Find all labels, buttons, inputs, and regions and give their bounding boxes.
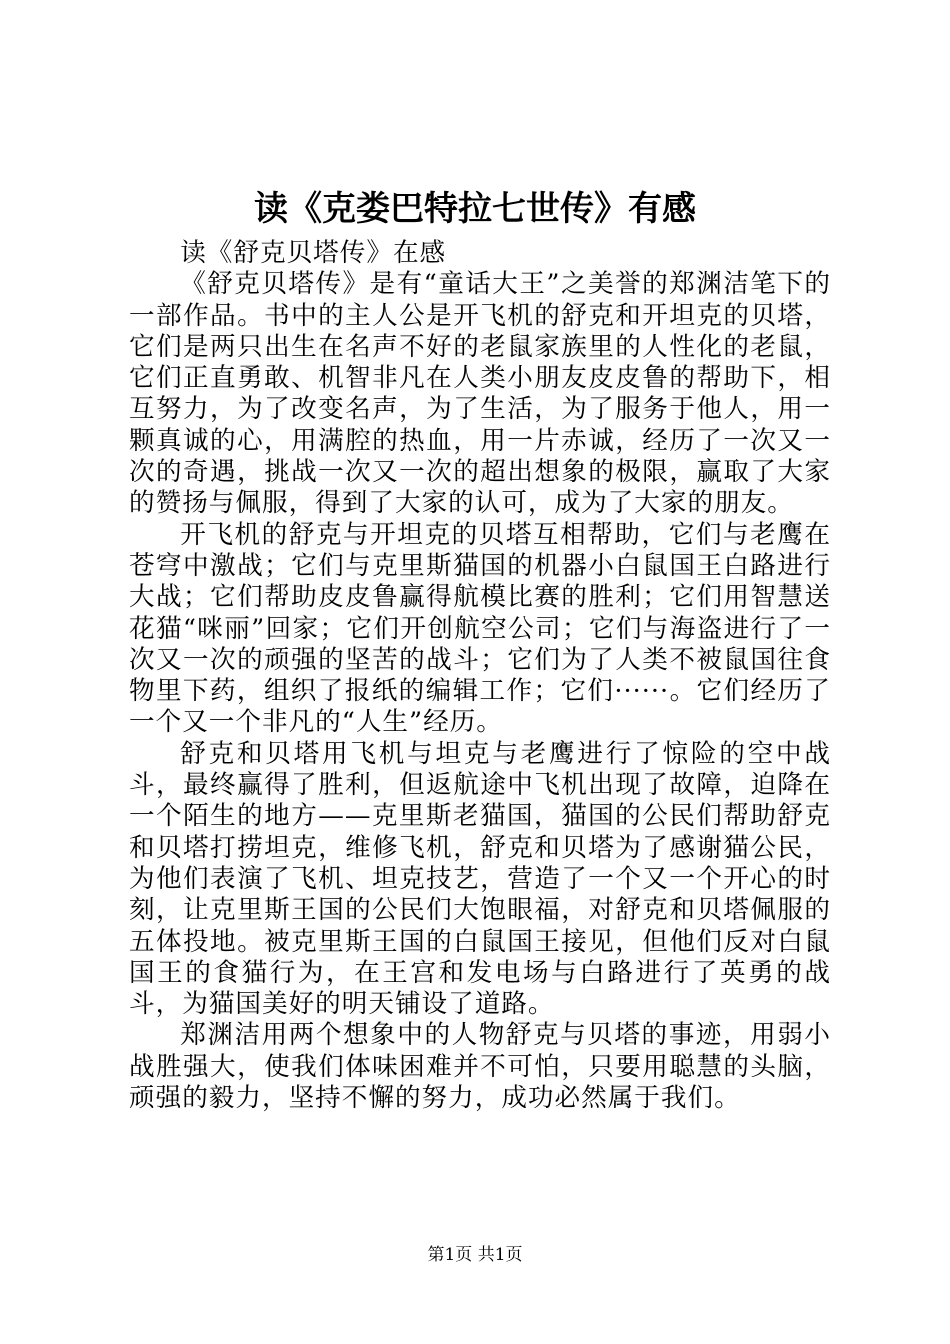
paragraph-intro: 《舒克贝塔传》是有“童话大王”之美誉的郑渊洁笔下的一部作品。书中的主人公是开飞机的舒克和开坦克的贝塔，它们是两只出生在名声不好的老鼠家族里的人性化的老鼠，它们正直勇敢、机智非凡在人类小朋友皮皮鲁的帮助下，相互努力，为了改变名声，为了生活，为了服务于他人，用一颗真诚的心，用满腔的热血，用一片赤诚，经历了一次又一次的奇遇，挑战一次又一次的超出想象的极限，赢取了大家的赞扬与佩服，得到了大家的认可，成为了大家的朋友。 [129, 269, 831, 519]
paragraph-conclusion: 郑渊洁用两个想象中的人物舒克与贝塔的事迹，用弱小战胜强大，使我们体味困难并不可怕，只要用聪慧的头脑，顽强的毅力，坚持不懈的努力，成功必然属于我们。 [129, 1020, 831, 1114]
page-title: 读《克娄巴特拉七世传》有感 [254, 189, 696, 229]
page-number-footer: 第1页 共1页 [427, 1245, 523, 1265]
paragraph-adventures: 开飞机的舒克与开坦克的贝塔互相帮助，它们与老鹰在苍穹中激战；它们与克里斯猫国的机器小白鼠国王白路进行大战；它们帮助皮皮鲁赢得航模比赛的胜利；它们用智慧送花猫“咪丽”回家；它们开创航空公司；它们与海盗进行了一次又一次的顽强的坚苦的战斗；它们为了人类不被鼠国往食物里下药，组织了报纸的编辑工作；它们······。它们经历了一个又一个非凡的“人生”经历。 [129, 519, 831, 738]
document-body [129, 238, 831, 1114]
paragraph-cat-kingdom: 舒克和贝塔用飞机与坦克与老鹰进行了惊险的空中战斗，最终赢得了胜利，但返航途中飞机出现了故障，迫降在一个陌生的地方——克里斯老猫国，猫国的公民们帮助舒克和贝塔打捞坦克，维修飞机，舒克和贝塔为了感谢猫公民，为他们表演了飞机、坦克技艺，营造了一个又一个开心的时刻，让克里斯王国的公民们大饱眼福，对舒克和贝塔佩服的五体投地。被克里斯王国的白鼠国王接见，但他们反对白鼠国王的食猫行为，在王宫和发电场与白路进行了英勇的战斗，为猫国美好的明天铺设了道路。 [129, 738, 831, 1020]
paragraph-subtitle: 读《舒克贝塔传》在感 [180, 238, 447, 268]
